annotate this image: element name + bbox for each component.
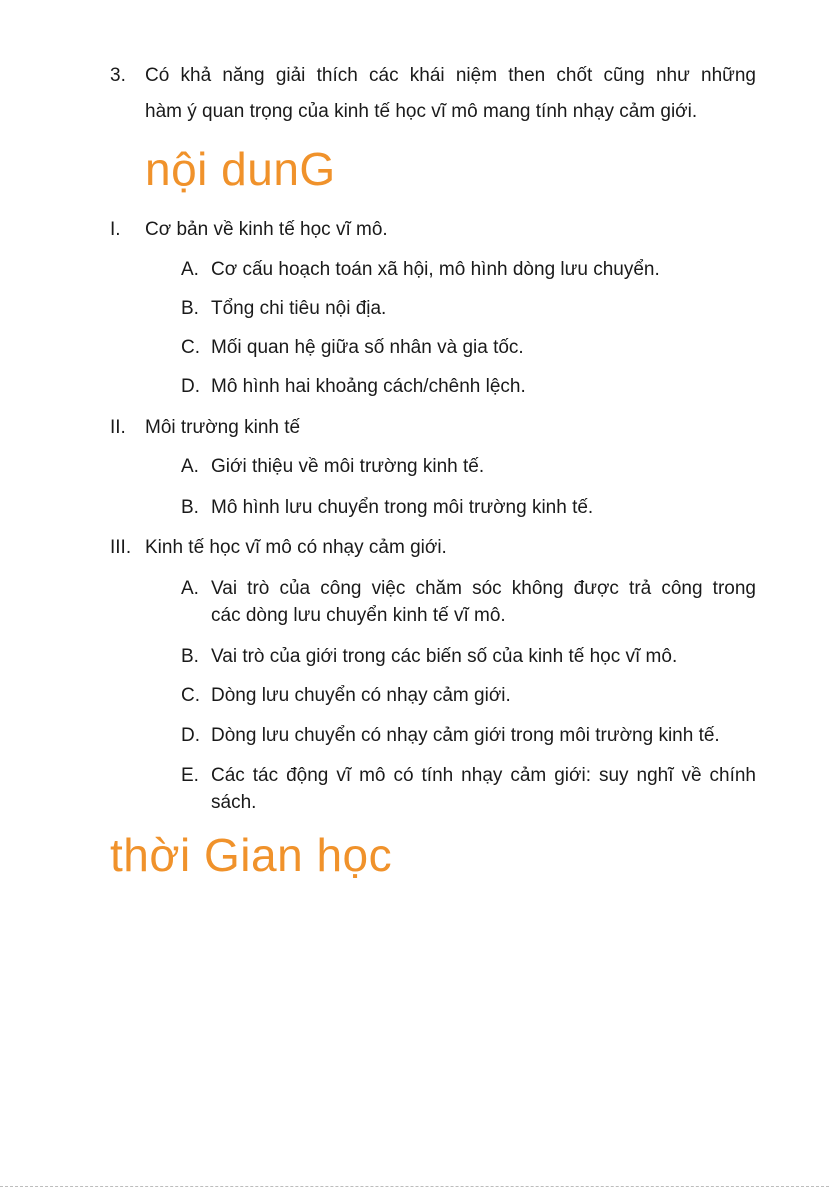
section-2-item-b-text: Mô hình lưu chuyển trong môi trường kinh tế. xyxy=(211,497,594,518)
section-1-item-b-letter: B. xyxy=(181,298,199,319)
section-3-item-e-letter: E. xyxy=(181,765,199,786)
section-3-item-a-text: Vai trò của công việc chăm sóc không được trả công trong xyxy=(211,578,756,599)
intro-item-number: 3. xyxy=(110,65,126,86)
section-3-item-d-letter: D. xyxy=(181,725,200,746)
section-1-item-d-text: Mô hình hai khoảng cách/chênh lệch. xyxy=(211,376,526,397)
section-3-item-e-text: Các tác động vĩ mô có tính nhạy cảm giới: suy nghĩ về chính xyxy=(211,765,756,786)
content-heading: nội dunG xyxy=(145,143,336,195)
intro-item-line-2: hàm ý quan trọng của kinh tế học vĩ mô mang tính nhạy cảm giới. xyxy=(145,101,698,122)
section-3-item-c-letter: C. xyxy=(181,685,200,706)
section-3-item-d-text: Dòng lưu chuyển có nhạy cảm giới trong môi trường kinh tế. xyxy=(211,725,720,746)
section-3-item-b-text: Vai trò của giới trong các biến số của kinh tế học vĩ mô. xyxy=(211,646,678,667)
section-2-numeral: II. xyxy=(110,417,126,438)
time-heading: thời Gian học xyxy=(110,829,393,881)
section-3-numeral: III. xyxy=(110,537,132,558)
section-1-item-a-letter: A. xyxy=(181,259,199,280)
section-1-numeral: I. xyxy=(110,219,121,240)
section-1-title: Cơ bản về kinh tế học vĩ mô. xyxy=(145,219,388,240)
intro-item-line-1: Có khả năng giải thích các khái niệm then chốt cũng như những xyxy=(145,65,756,86)
section-1-item-a-text: Cơ cấu hoạch toán xã hội, mô hình dòng lưu chuyển. xyxy=(211,259,660,280)
section-3-item-b-letter: B. xyxy=(181,646,199,667)
section-1-item-b-text: Tổng chi tiêu nội địa. xyxy=(211,298,387,319)
section-3-title: Kinh tế học vĩ mô có nhạy cảm giới. xyxy=(145,537,447,558)
section-1-item-d-letter: D. xyxy=(181,376,200,397)
section-2-item-a-text: Giới thiệu về môi trường kinh tế. xyxy=(211,456,485,477)
page-bottom-rule xyxy=(0,1186,829,1187)
section-1-item-c-text: Mối quan hệ giữa số nhân và gia tốc. xyxy=(211,337,524,358)
section-2-title: Môi trường kinh tế xyxy=(145,417,301,438)
section-3-item-a-text-cont: các dòng lưu chuyển kinh tế vĩ mô. xyxy=(211,605,506,626)
section-3-item-e-text-cont: sách. xyxy=(211,792,257,813)
section-2-item-a-letter: A. xyxy=(181,456,199,477)
section-3-item-a-letter: A. xyxy=(181,578,199,599)
section-3-item-c-text: Dòng lưu chuyển có nhạy cảm giới. xyxy=(211,685,511,706)
section-1-item-c-letter: C. xyxy=(181,337,200,358)
section-2-item-b-letter: B. xyxy=(181,497,199,518)
